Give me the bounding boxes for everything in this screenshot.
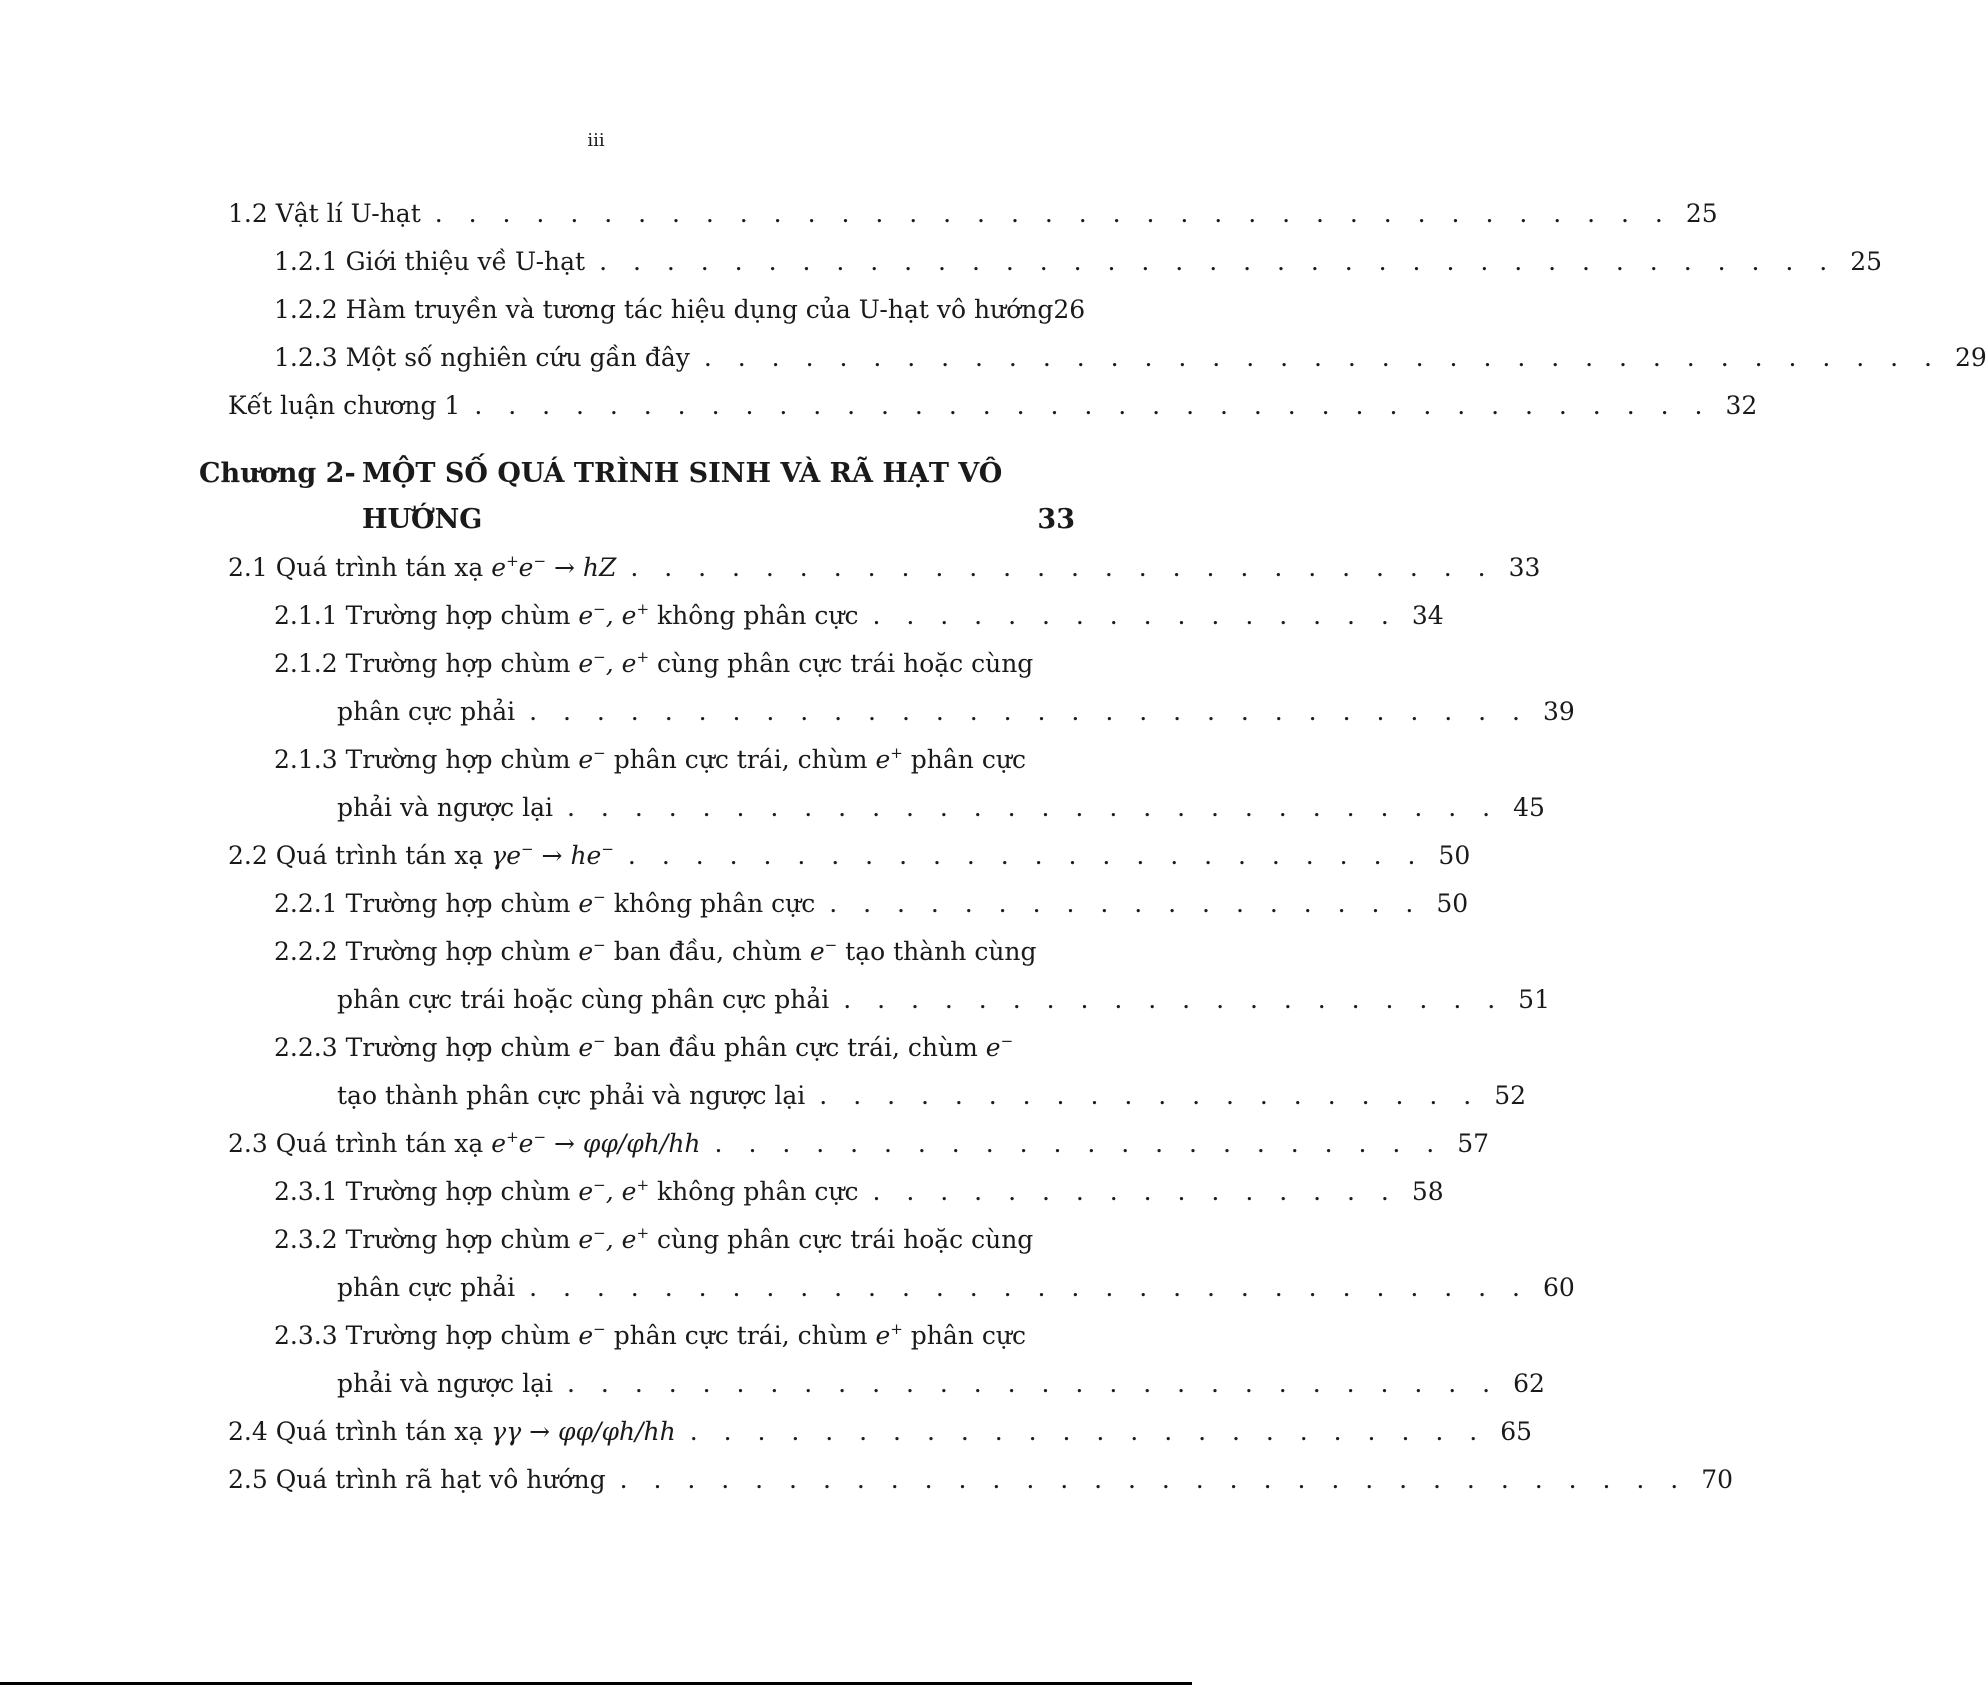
toc-entry-number: 2.2.3: [274, 1033, 338, 1062]
dot-leader: . . . . . . . . . . . . . . . . . . . . . .: [714, 1129, 1444, 1158]
toc-entry[interactable]: [274, 1220, 1075, 1260]
formula: e−: [578, 744, 606, 774]
toc-entry-title-suffix: cùng phân cực trái hoặc cùng: [656, 1225, 1034, 1254]
toc-entry-page: 26: [1053, 295, 1086, 324]
toc-entry-number: 2.4: [228, 1417, 268, 1446]
toc-entry-number: 2.2.1: [274, 889, 338, 918]
toc-entry-continued[interactable]: [337, 1268, 1575, 1308]
toc-entry-number: 2.3: [228, 1129, 268, 1158]
toc-entry-title: Một số nghiên cứu gần đây: [345, 343, 690, 372]
chapter-title-line2[interactable]: HƯỚNG: [362, 504, 483, 535]
toc-entry-continued[interactable]: [337, 1364, 1545, 1404]
toc-entry-title: Quá trình tán xạ: [275, 553, 484, 582]
toc-entry-page: 34: [1411, 601, 1444, 630]
dot-leader: . . . . . . . . . . . . . . . . . . . . . . . . . . . . . . . . . . . . .: [474, 391, 1712, 420]
toc-entry-title: Quá trình tán xạ: [275, 1417, 484, 1446]
toc-entry-number: 2.3.2: [274, 1225, 338, 1254]
toc-entry-title-cont: tạo thành phân cực phải và ngược lại: [337, 1081, 806, 1110]
toc-entry-title: Giới thiệu về U-hạt: [345, 247, 586, 276]
toc-entry-title: Quá trình tán xạ: [275, 1129, 484, 1158]
toc-entry-page: 25: [1850, 247, 1883, 276]
formula: e−, e+: [578, 1224, 650, 1254]
toc-entry[interactable]: [274, 290, 1086, 330]
toc-entry-title: Trường hợp chùm: [345, 601, 571, 630]
toc-entry[interactable]: [274, 242, 1883, 282]
toc-entry[interactable]: [274, 740, 1075, 780]
toc-entry[interactable]: [228, 548, 1541, 588]
toc-entry-title-suffix: không phân cực: [613, 889, 816, 918]
toc-entry-title-mid: ban đầu phân cực trái, chùm: [613, 1033, 978, 1062]
toc-entry[interactable]: [228, 194, 1718, 234]
toc-entry[interactable]: [228, 1460, 1734, 1500]
toc-entry-title-mid: phân cực trái, chùm: [613, 1321, 868, 1350]
toc-entry-number: 1.2: [228, 199, 268, 228]
toc-entry[interactable]: [228, 836, 1471, 876]
toc-entry-number: 1.2.2: [274, 295, 338, 324]
toc-entry[interactable]: [274, 1316, 1075, 1356]
dot-leader: . . . . . . . . . . . . . . . . . . . . . . . . . . . . . . . .: [619, 1465, 1688, 1494]
toc-entry-title-cont: phải và ngược lại: [337, 1369, 554, 1398]
dot-leader: . . . . . . . . . . . . . . . . . . . . . . . . . . . .: [567, 793, 1500, 822]
toc-entry-page: 62: [1513, 1369, 1545, 1398]
toc-entry-title: Quá trình tán xạ: [275, 841, 484, 870]
toc-entry-title-cont: phân cực phải: [337, 1273, 516, 1302]
toc-entry-title: Kết luận chương 1: [228, 391, 461, 420]
toc-entry-number: 2.2: [228, 841, 268, 870]
toc-entry-continued[interactable]: [337, 788, 1545, 828]
toc-entry-title: Vật lí U-hạt: [275, 199, 421, 228]
toc-entry-title-suffix: tạo thành cùng: [845, 937, 1037, 966]
toc-entry-page: 29: [1955, 343, 1987, 372]
formula: e+: [875, 744, 903, 774]
toc-entry-page: 60: [1543, 1273, 1575, 1302]
toc-entry-page: 45: [1513, 793, 1545, 822]
formula: e+e− → hZ: [491, 552, 617, 582]
toc-entry-title: Trường hợp chùm: [345, 1225, 571, 1254]
dot-leader: . . . . . . . . . . . . . . . .: [872, 1177, 1398, 1206]
dot-leader: . . . . . . . . . . . . . . . . . . . . . . . .: [689, 1417, 1487, 1446]
toc-entry-title-mid: phân cực trái, chùm: [613, 745, 868, 774]
page-number: iii: [587, 130, 605, 151]
toc-entry-title-suffix: phân cực: [910, 1321, 1026, 1350]
toc-entry-title-suffix: phân cực: [910, 745, 1026, 774]
toc-entry[interactable]: [274, 1172, 1444, 1212]
dot-leader: . . . . . . . . . . . . . . . . . . . . . . . . . .: [630, 553, 1495, 582]
formula: e−: [985, 1032, 1014, 1062]
dot-leader: . . . . . . . . . . . . . . . .: [872, 601, 1398, 630]
toc-entry-number: 2.1.2: [274, 649, 338, 678]
formula: e−: [578, 936, 606, 966]
formula: e−: [578, 1032, 606, 1062]
toc-entry[interactable]: [228, 1412, 1532, 1452]
toc-entry-page: 65: [1500, 1417, 1532, 1446]
formula: e−, e+: [578, 1176, 650, 1206]
toc-entry-title: Trường hợp chùm: [345, 889, 571, 918]
formula: e−, e+: [578, 648, 650, 678]
toc-entry[interactable]: [274, 338, 1987, 378]
chapter-label: Chương 2-: [199, 458, 356, 489]
formula: e+: [875, 1320, 903, 1350]
toc-entry[interactable]: [228, 386, 1758, 426]
toc-entry-title-cont: phân cực trái hoặc cùng phân cực phải: [337, 985, 830, 1014]
toc-entry-number: 2.5: [228, 1465, 268, 1494]
toc-entry-page: 51: [1518, 985, 1550, 1014]
toc-entry-page: 50: [1436, 889, 1469, 918]
dot-leader: . . . . . . . . . . . . . . . . . . . .: [843, 985, 1505, 1014]
formula: γγ → φφ/φh/hh: [491, 1417, 676, 1446]
toc-entry-number: 2.1.3: [274, 745, 338, 774]
toc-entry-continued[interactable]: [337, 692, 1575, 732]
toc-entry-page: 25: [1685, 199, 1718, 228]
toc-entry-page: 52: [1494, 1081, 1527, 1110]
toc-entry-continued[interactable]: [337, 980, 1550, 1020]
toc-entry-page: 57: [1457, 1129, 1490, 1158]
formula: e−: [578, 888, 606, 918]
dot-leader: . . . . . . . . . . . . . . . . . . . . . . . . . . . .: [567, 1369, 1500, 1398]
toc-entry-title: Trường hợp chùm: [345, 745, 571, 774]
formula: e−: [809, 936, 838, 966]
toc-entry[interactable]: [274, 644, 1075, 684]
toc-entry-title: Trường hợp chùm: [345, 1033, 571, 1062]
formula: γe− → he−: [491, 840, 614, 870]
toc-entry-number: 1.2.3: [274, 343, 338, 372]
formula: e+e− → φφ/φh/hh: [491, 1128, 701, 1158]
toc-entry[interactable]: [274, 596, 1444, 636]
dot-leader: . . . . . . . . . . . . . . . . . . . . . . . . . . . . . .: [529, 1273, 1529, 1302]
toc-entry-title: Trường hợp chùm: [345, 1177, 571, 1206]
toc-entry-title: Trường hợp chùm: [345, 1321, 571, 1350]
chapter-page: 33: [1037, 504, 1075, 535]
toc-entry-page: 58: [1411, 1177, 1444, 1206]
dot-leader: . . . . . . . . . . . . . . . . . . . . . . . . . . . . . .: [529, 697, 1529, 726]
toc-entry-number: 2.3.3: [274, 1321, 338, 1350]
toc-entry-number: 1.2.1: [274, 247, 338, 276]
toc-entry-title-suffix: cùng phân cực trái hoặc cùng: [656, 649, 1034, 678]
toc-entry-number: 2.1: [228, 553, 268, 582]
toc-entry-title-suffix: không phân cực: [656, 601, 859, 630]
dot-leader: . . . . . . . . . . . . . . . . . . . . . . . . . . . . . . . . . . . . .: [703, 343, 1942, 372]
toc-entry-page: 33: [1508, 553, 1541, 582]
toc-entry-title: Quá trình rã hạt vô hướng: [275, 1465, 606, 1494]
dot-leader: . . . . . . . . . . . . . . . . . .: [829, 889, 1423, 918]
toc-entry-page: 50: [1438, 841, 1471, 870]
toc-entry-title-cont: phân cực phải: [337, 697, 516, 726]
toc-entry[interactable]: [228, 1124, 1490, 1164]
toc-entry-number: 2.3.1: [274, 1177, 338, 1206]
toc-entry-page: 32: [1725, 391, 1758, 420]
toc-entry-number: 2.1.1: [274, 601, 338, 630]
toc-entry-title-cont: phải và ngược lại: [337, 793, 554, 822]
toc-entry-continued[interactable]: [337, 1076, 1527, 1116]
toc-entry-page: 39: [1543, 697, 1575, 726]
dot-leader: . . . . . . . . . . . . . . . . . . . .: [819, 1081, 1481, 1110]
dot-leader: . . . . . . . . . . . . . . . . . . . . . . . . . . . . . . . . . . . . .: [599, 247, 1837, 276]
toc-entry-title: Hàm truyền và tương tác hiệu dụng của U-hạt vô hướng: [345, 295, 1054, 324]
toc-entry-title: Trường hợp chùm: [345, 649, 571, 678]
toc-entry-number: 2.2.2: [274, 937, 338, 966]
formula: e−: [578, 1320, 606, 1350]
toc-entry-title-suffix: không phân cực: [656, 1177, 859, 1206]
toc-entry[interactable]: [274, 884, 1469, 924]
toc-entry[interactable]: [274, 932, 1075, 972]
dot-leader: . . . . . . . . . . . . . . . . . . . . . . . . . . . . . . . . . . . . .: [434, 199, 1672, 228]
dot-leader: . . . . . . . . . . . . . . . . . . . . . . . .: [627, 841, 1425, 870]
formula: e−, e+: [578, 600, 650, 630]
toc-entry[interactable]: [274, 1028, 1075, 1068]
toc-entry-title: Trường hợp chùm: [345, 937, 571, 966]
toc-entry-page: 70: [1701, 1465, 1734, 1494]
chapter-title-line1[interactable]: MỘT SỐ QUÁ TRÌNH SINH VÀ RÃ HẠT VÔ: [362, 458, 1003, 489]
toc-entry-title-mid: ban đầu, chùm: [613, 937, 802, 966]
